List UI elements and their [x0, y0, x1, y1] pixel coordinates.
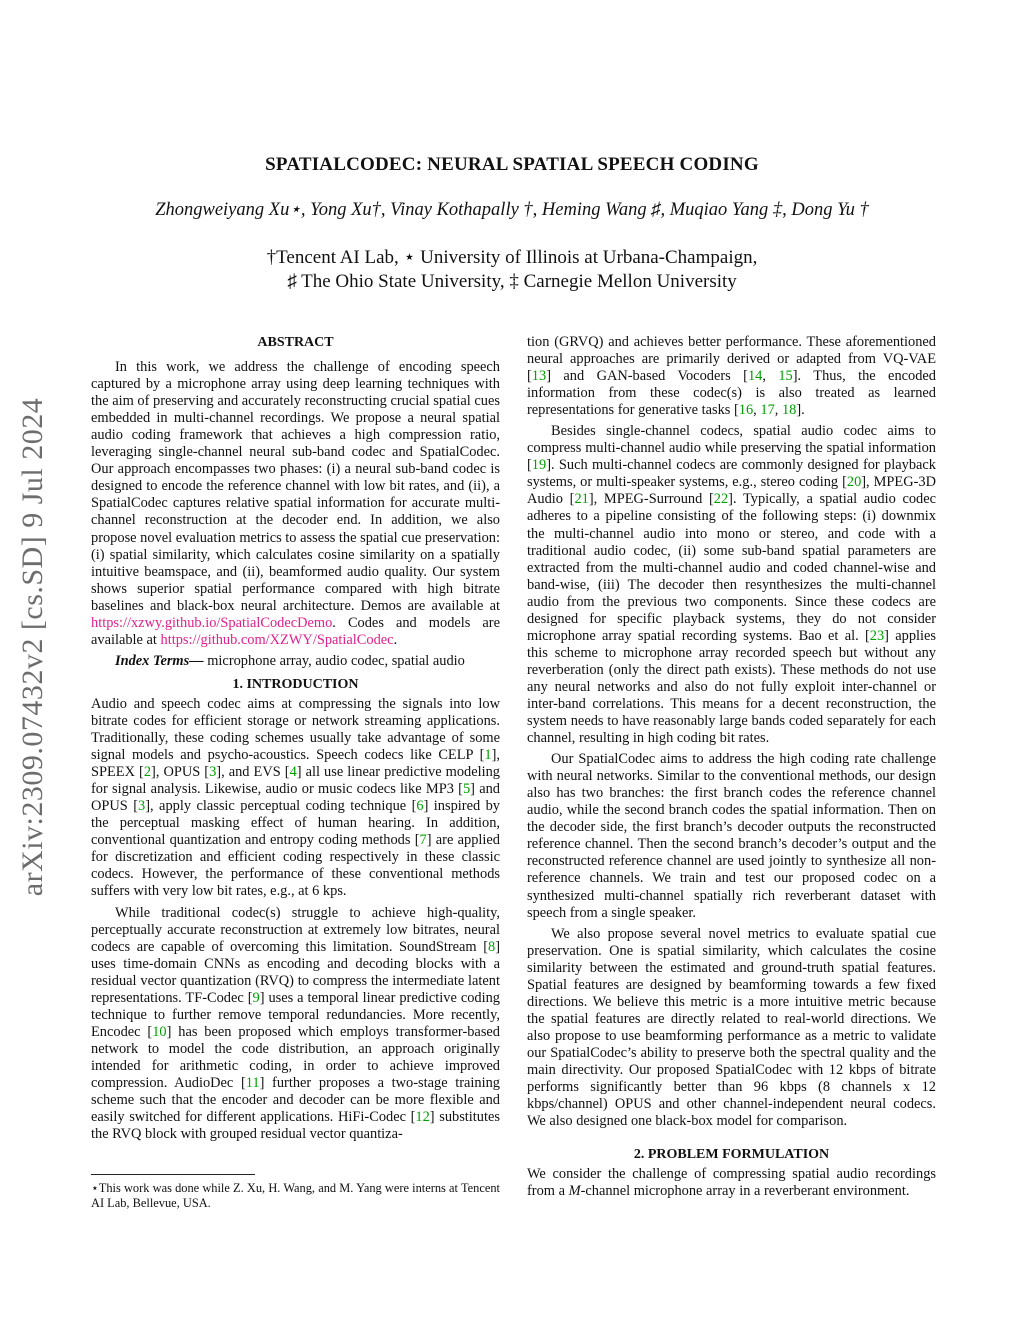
citation-ref[interactable]: 17	[760, 402, 775, 419]
index-terms	[91, 653, 500, 670]
paragraph-text: ,	[774, 402, 782, 419]
affiliations	[0, 246, 1024, 294]
paragraph-text: ] and OPUS [	[91, 781, 500, 815]
index-terms-text: microphone array, audio codec, spatial audio	[207, 652, 465, 669]
section-1-heading: 1. INTRODUCTION	[232, 676, 359, 692]
variable-m: M	[568, 1183, 581, 1200]
arxiv-identifier: arXiv:2309.07432v2 [cs.SD] 9 Jul 2024	[16, 397, 49, 897]
intro-paragraph-6: We also propose several novel metrics to evaluate spatial cue preservation. One is spatial similarity, which calculates the cosine similarity between the estimated and ground-truth spatial features. Spatial features are designed by beamforming towards a few fixed directions. We believe this metric is a more intuitive metric because the spatial features are directly related to real-world directions. We also propose to use beamforming performance as a metric to validate our SpatialCodec’s ability to preserve both the spectral quality and the main directivity. Our proposed SpatialCodec with 12 kbps of bitrate performs significantly better than 96 kbps (8 channels x 12 kbps/channel) OPUS and other channel-independent neural codecs. We also designed one black-box model for comparison.	[527, 925, 936, 1130]
paragraph-text: ] all use linear predictive modeling for signal analysis. Likewise, audio or music codecs like MP3 [	[91, 764, 501, 798]
intro-paragraph-4	[527, 423, 936, 747]
code-link[interactable]: https://github.com/XZWY/SpatialCodec	[160, 631, 394, 648]
citation-ref[interactable]: 3	[209, 764, 217, 781]
affiliation-line-2: ♯ The Ohio State University, ‡ Carnegie Mellon University	[287, 271, 737, 292]
paragraph-text: ] uses a temporal linear predictive coding technique to further remove temporal redundancies. More recently, Encodec [	[91, 989, 500, 1040]
paragraph-text: ]. Such multi-channel codecs are commonly designed for playback systems, or multi-speaker systems, e.g., stereo coding [	[527, 457, 936, 491]
paragraph-text: ] and GAN-based Vocoders [	[546, 368, 748, 385]
paragraph-text: ].	[796, 402, 805, 419]
citation-ref[interactable]: 23	[869, 627, 885, 644]
citation-ref[interactable]: 15	[778, 368, 793, 385]
abstract-text-1: In this work, we address the challenge of encoding speech captured by a microphone array using deep learning techniques with the aim of preserving and accurately reconstructing crucial spatial cues embedded in multi-channel recordings. We propose a neural spatial audio coding framework that achieves a high compression ratio, leveraging single-channel neural sub-band codec and SpatialCodec. Our approach encompasses two phases: (i) a neural sub-band codec is designed to encode the reference channel with low bit rates, and (ii), a SpatialCodec captures relative spatial information for accurate multi-channel reconstruction at the decoder end. In addition, we also propose novel evaluation metrics to assess the spatial cue preservation: (i) spatial similarity, which calculates cosine similarity on a spatially intuitive beamspace, and (ii), beamformed audio quality. Our system shows superior spatial performance compared with high bitrate baselines and black-box neural architecture. Demos are available at	[91, 359, 500, 614]
paragraph-text: ], OPUS [	[151, 764, 210, 781]
problem-paragraph-1	[527, 1166, 936, 1200]
citation-ref[interactable]: 19	[531, 457, 547, 474]
intro-paragraph-2	[91, 905, 500, 1144]
paper-title: SPATIALCODEC: NEURAL SPATIAL SPEECH CODING	[265, 154, 759, 175]
abstract-heading: ABSTRACT	[257, 335, 334, 350]
paragraph-text: ] uses time-domain CNNs as encoding and decoding blocks with a residual vector quantization (RVQ) to compress the intermediate latent representations. TF-Codec [	[91, 938, 500, 1006]
section-2-heading: 2. PROBLEM FORMULATION	[633, 1147, 830, 1163]
intro-paragraph-1	[91, 696, 500, 901]
problem-text-a: We consider the challenge of compressing spatial audio recordings from a	[527, 1166, 936, 1200]
citation-ref[interactable]: 6	[416, 798, 424, 815]
abstract-body	[91, 359, 500, 649]
intro-paragraph-3	[527, 334, 936, 419]
paragraph-text: ], MPEG-Surround [	[588, 491, 714, 508]
citation-ref[interactable]: 21	[574, 491, 589, 508]
demo-link[interactable]: https://xzwy.github.io/SpatialCodecDemo	[91, 614, 333, 631]
paragraph-text: ] further proposes a two-stage training scheme such that the encoder and decoder can be more flexible and easily switched for different applications. HiFi-Codec [	[91, 1074, 500, 1126]
citation-ref[interactable]: 11	[245, 1074, 260, 1091]
abstract-text-3: .	[393, 631, 398, 648]
citation-ref[interactable]: 14	[747, 368, 763, 385]
problem-text-b: -channel microphone array in a reverberant environment.	[580, 1183, 910, 1200]
paragraph-text: ,	[753, 402, 761, 419]
citation-ref[interactable]: 5	[462, 781, 471, 798]
citation-ref[interactable]: 2	[143, 764, 152, 781]
paragraph-text: ]. Thus, the encoded information from these codec(s) is also treated as learned representations for generative tasks [	[527, 368, 937, 419]
right-column	[527, 334, 936, 1200]
citation-ref[interactable]: 1	[484, 747, 492, 764]
paragraph-text: ], and EVS [	[216, 764, 290, 781]
affiliation-line-1: †Tencent AI Lab, ⋆ University of Illinois at Urbana-Champaign,	[266, 247, 758, 268]
paragraph-text: While traditional codec(s) struggle to achieve high-quality, perceptually accurate reconstruction at extremely low bitrates, neural codecs are capable of overcoming this limitation. SoundStream [	[91, 904, 500, 955]
paragraph-text: ] are applied for discretization and efficient coding respectively in these classic codecs. However, the performance of these conventional methods suffers with very low bit rates, e.g., at 6 kps.	[91, 832, 500, 900]
index-terms-label: Index Terms—	[115, 652, 204, 669]
paragraph-text: Besides single-channel codecs, spatial audio codec aims to compress multi-channel audio while preserving the spatial information [	[527, 423, 936, 474]
paragraph-text: ,	[762, 368, 779, 385]
citation-ref[interactable]: 9	[252, 989, 260, 1006]
citation-ref[interactable]: 13	[531, 368, 547, 385]
citation-ref[interactable]: 18	[781, 402, 797, 419]
citation-ref[interactable]: 4	[289, 764, 297, 781]
paragraph-text: ] applies this scheme to microphone array recorded speech but without any reverberation (only the direct path exists). These methods do not use any neural networks and also do not fully exploit inter-channel or inter-band correlations. This means for a decent reconstruction, the system needs to have reasonably large bands coded separately for each channel, resulting in high coding bit rates.	[527, 627, 936, 747]
paragraph-text: ] has been proposed which employs transformer-based network to model the code distribution, an approach originally intended for arithmetic coding, in order to achieve improved compression. AudioDec [	[91, 1023, 500, 1091]
citation-ref[interactable]: 8	[488, 938, 496, 955]
paragraph-text: Audio and speech codec aims at compressing the signals into low bitrate codes for efficient storage or network streaming applications. Traditionally, these coding schemes usually take advantage of some signal models and psycho-acoustics. Speech codecs like CELP [	[91, 695, 500, 764]
footnote: ⋆This work was done while Z. Xu, H. Wang, and M. Yang were interns at Tencent AI Lab, Bellevue, USA.	[91, 1181, 500, 1210]
paragraph-text: ], MPEG-3D Audio [	[527, 474, 936, 508]
abstract-text-2: . Codes and models are available at	[91, 614, 500, 648]
paragraph-text: tion (GRVQ) and achieves better performance. These aforementioned neural approaches are primarily derived or adapted from VQ-VAE [	[527, 334, 936, 385]
left-column	[91, 334, 500, 1143]
citation-ref[interactable]: 16	[738, 402, 754, 419]
citation-ref[interactable]: 10	[152, 1023, 167, 1040]
paragraph-text: ], apply classic perceptual coding technique [	[145, 798, 417, 815]
citation-ref[interactable]: 20	[846, 474, 862, 491]
citation-ref[interactable]: 7	[419, 832, 427, 849]
citation-ref[interactable]: 12	[415, 1109, 430, 1126]
citation-ref[interactable]: 22	[713, 491, 729, 508]
author-list: Zhongweiyang Xu⋆, Yong Xu†, Vinay Kothapally †, Heming Wang ♯, Muqiao Yang ‡, Dong Yu †	[155, 200, 869, 220]
citation-ref[interactable]: 3	[138, 798, 146, 815]
paragraph-text: ] inspired by the perceptual masking effect of human hearing. In addition, conventional quantization and entropy coding methods [	[91, 798, 500, 849]
paragraph-text: ], SPEEX [	[91, 747, 500, 781]
paragraph-text: ]. Typically, a spatial audio codec adheres to a pipeline consisting of the following steps: (i) downmix the multi-channel audio into mono or stereo, and code with a traditional audio codec, (ii) some sub-band spatial parameters are extracted from the multi-channel audio and coded channel-wise and band-wise, (iii) The decoder then resynthesizes the multi-channel audio from the previous two components. Since these codecs are designed for specific playback systems, they do not consider microphone array spatial recording systems. Bao et al. [	[527, 491, 937, 644]
paragraph-text: ] substitutes the RVQ block with grouped residual vector quantiza-	[91, 1109, 500, 1143]
intro-paragraph-5: Our SpatialCodec aims to address the high coding rate challenge with neural networks. Similar to the conventional methods, our design also has two branches: the first branch codes the reference channel audio, while the second branch codes the spatial information. Then on the decoder side, the first branch’s decoder outputs the reconstructed reference channel. Then the second branch’s decoder’s output and the reconstructed reference channel are used jointly to synthesize all non-reference channels. We train and test our proposed codec on a synthesized multi-channel spatially rich reverberant dataset with speech from a single speaker.	[527, 751, 936, 921]
footnote-rule	[91, 1174, 255, 1175]
